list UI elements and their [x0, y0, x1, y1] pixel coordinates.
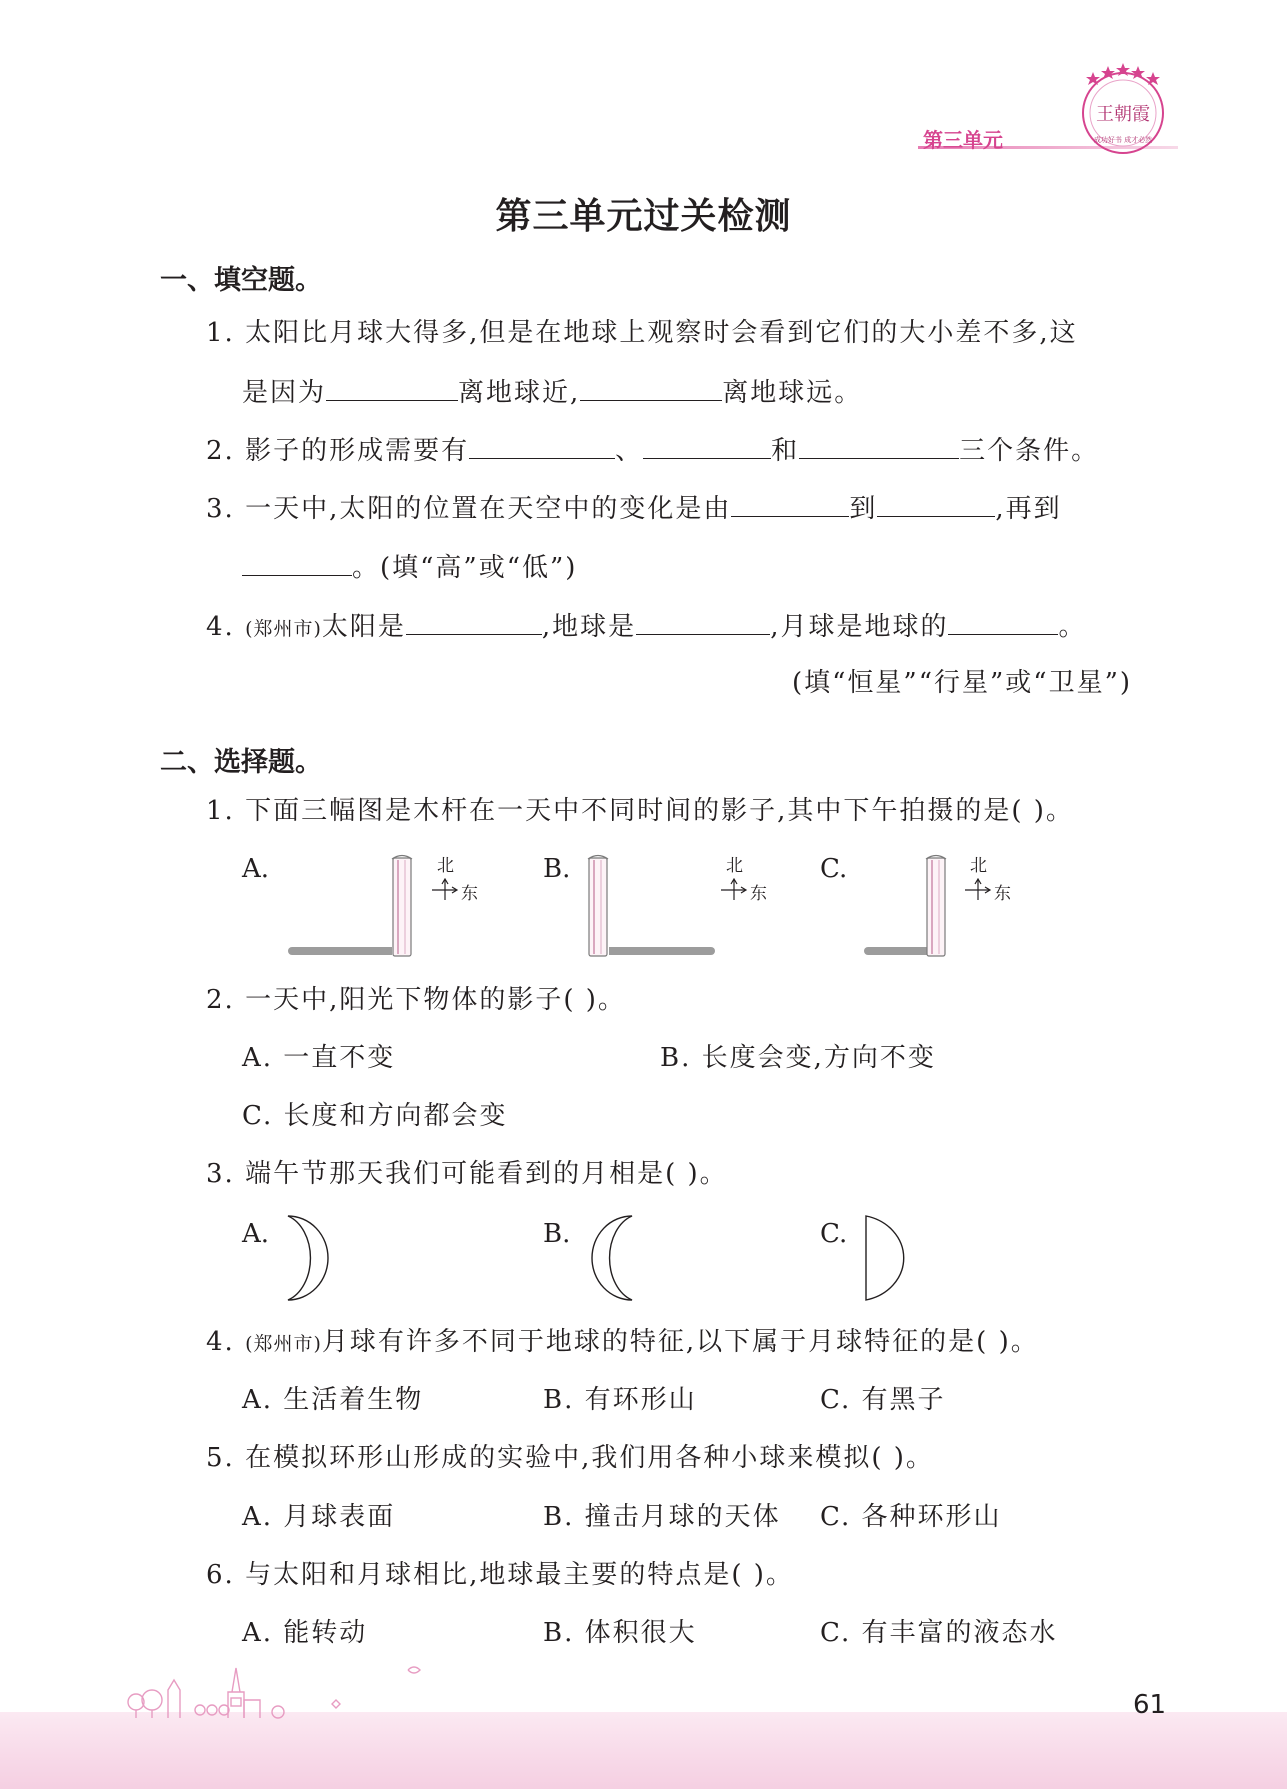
- moon-waxing-crescent-icon: [280, 1212, 340, 1304]
- compass-a-north: 北: [437, 856, 454, 876]
- s2-q3-option-c[interactable]: C.: [820, 1219, 848, 1249]
- s2-q6-text: 6. 与太阳和月球相比,地球最主要的特点是( )。: [206, 1560, 794, 1590]
- compass-a-east: 东: [461, 884, 478, 904]
- s2-q5-option-b[interactable]: B. 撞击月球的天体: [543, 1502, 781, 1532]
- s2-q4-text: [206, 1327, 1039, 1359]
- pole-c-icon: [923, 852, 949, 958]
- pole-a-icon: [389, 852, 415, 958]
- compass-c-east: 东: [994, 884, 1011, 904]
- s1-q2-text-d: 三个条件。: [959, 436, 1100, 466]
- s2-q5-text: 5. 在模拟环形山形成的实验中,我们用各种小球来模拟( )。: [206, 1443, 934, 1473]
- s2-q2-option-b[interactable]: B. 长度会变,方向不变: [660, 1043, 936, 1073]
- s1-q3-line1: [206, 492, 1062, 524]
- s2-q5-option-a[interactable]: A. 月球表面: [242, 1502, 396, 1532]
- s2-q4-option-b[interactable]: B. 有环形山: [543, 1385, 697, 1415]
- s1-q2-text-a: 2. 影子的形成需要有: [206, 436, 470, 466]
- s2-q5-option-c[interactable]: C. 各种环形山: [820, 1502, 1002, 1532]
- s1-q1-text-b: 离地球近,: [458, 378, 581, 408]
- s2-q1-option-c[interactable]: C.: [820, 854, 848, 884]
- compass-c-north: 北: [970, 856, 987, 876]
- s2-q2-option-a[interactable]: A. 一直不变: [242, 1043, 396, 1073]
- pole-b-icon: [585, 852, 611, 958]
- s2-q1-text: 1. 下面三幅图是木杆在一天中不同时间的影子,其中下午拍摄的是( )。: [206, 796, 1074, 826]
- s2-q3-option-b[interactable]: B.: [543, 1219, 571, 1249]
- answer-blank[interactable]: [580, 376, 722, 401]
- s1-q3-text-c: ,再到: [995, 494, 1062, 524]
- compass-b-north: 北: [726, 856, 743, 876]
- answer-blank[interactable]: [469, 434, 615, 459]
- answer-blank[interactable]: [326, 376, 458, 401]
- shadow-c: [864, 947, 928, 955]
- shadow-a: [288, 947, 392, 955]
- s1-q3-text-a: 3. 一天中,太阳的位置在天空中的变化是由: [206, 494, 732, 524]
- brand-badge-icon: [1068, 58, 1178, 158]
- page-number: 61: [1133, 1690, 1167, 1720]
- answer-blank[interactable]: [643, 434, 771, 459]
- s1-q1-line1: 1. 太阳比月球大得多,但是在地球上观察时会看到它们的大小差不多,这: [206, 318, 1078, 348]
- s1-q2-text-b: 、: [615, 436, 644, 466]
- s2-q6-option-b[interactable]: B. 体积很大: [543, 1618, 697, 1648]
- compass-b-icon: [717, 878, 749, 902]
- s2-q6-option-c[interactable]: C. 有丰富的液态水: [820, 1618, 1058, 1648]
- unit-label: 第三单元: [923, 128, 1003, 152]
- page-title: 第三单元过关检测: [495, 196, 792, 237]
- s1-q4-text-b: ,地球是: [541, 612, 637, 642]
- compass-a-icon: [428, 878, 460, 902]
- moon-waning-crescent-icon: [580, 1212, 640, 1304]
- s2-q4-stem: 月球有许多不同于地球的特征,以下属于月球特征的是( )。: [321, 1327, 1039, 1357]
- compass-c-icon: [961, 878, 993, 902]
- s2-q4-num: 4.: [206, 1327, 235, 1357]
- s1-q2: [206, 434, 1099, 466]
- answer-blank[interactable]: [731, 492, 849, 517]
- section2-heading: 二、选择题。: [160, 747, 322, 778]
- section1-heading: 一、填空题。: [160, 265, 322, 296]
- s1-q1-text-a: 是因为: [242, 378, 327, 408]
- s2-q4-option-c[interactable]: C. 有黑子: [820, 1385, 946, 1415]
- s1-q4-text-d: 。: [1058, 612, 1087, 642]
- s2-q2-option-c[interactable]: C. 长度和方向都会变: [242, 1101, 508, 1131]
- s2-q1-option-a[interactable]: A.: [242, 854, 270, 884]
- badge-subtext: 成功好书 成才必然: [1093, 136, 1153, 144]
- castle-decoration-icon: [118, 1650, 428, 1720]
- s2-q4-option-a[interactable]: A. 生活着生物: [242, 1385, 424, 1415]
- s1-q1-line2: [242, 376, 862, 408]
- s2-q2-text: 2. 一天中,阳光下物体的影子( )。: [206, 985, 626, 1015]
- s2-q1-option-b[interactable]: B.: [543, 854, 571, 884]
- s1-q1-text-c: 离地球远。: [722, 378, 863, 408]
- answer-blank[interactable]: [242, 551, 352, 576]
- s1-q4-text-a: 太阳是: [321, 612, 406, 642]
- shadow-b: [609, 947, 715, 955]
- s1-q3-text-d: 。(填“高”或“低”): [352, 553, 578, 583]
- s1-q4-city: (郑州市): [245, 618, 322, 640]
- s2-q6-option-a[interactable]: A. 能转动: [242, 1618, 368, 1648]
- s1-q4-num: 4.: [206, 612, 235, 642]
- answer-blank[interactable]: [799, 434, 959, 459]
- s1-q4: [206, 610, 1086, 644]
- footer-band: [0, 1712, 1287, 1789]
- badge-text: 王朝霞: [1096, 104, 1150, 125]
- compass-b-east: 东: [750, 884, 767, 904]
- answer-blank[interactable]: [877, 492, 995, 517]
- moon-half-icon: [858, 1212, 918, 1304]
- s2-q4-city: (郑州市): [245, 1333, 322, 1355]
- s1-q4-hint: (填“恒星”“行星”或“卫星”): [792, 668, 1133, 698]
- s1-q3-line2: [242, 551, 577, 583]
- s2-q3-text: 3. 端午节那天我们可能看到的月相是( )。: [206, 1159, 728, 1189]
- answer-blank[interactable]: [948, 610, 1058, 635]
- s2-q3-option-a[interactable]: A.: [242, 1219, 270, 1249]
- s1-q4-text-c: ,月球是地球的: [770, 612, 949, 642]
- answer-blank[interactable]: [406, 610, 542, 635]
- s1-q3-text-b: 到: [849, 494, 878, 524]
- s1-q2-text-c: 和: [771, 436, 800, 466]
- answer-blank[interactable]: [636, 610, 770, 635]
